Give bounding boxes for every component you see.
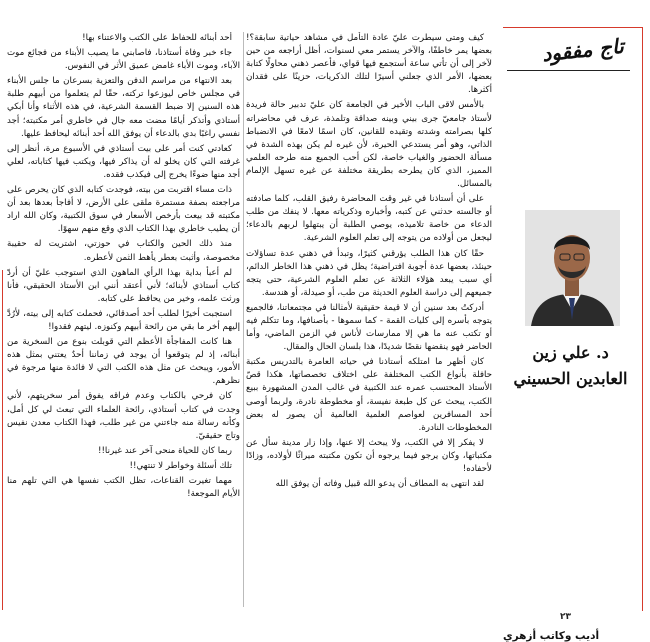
page-tag: ٢٣ — [560, 612, 571, 622]
paragraph: ذات مساء اقتربت من بيته، فوجدت كتابه الذي كان يحرص على مراجعته بصفة مستمرة ملقى على الأرض، لا أفاجأ بعدها بعد أن مكتبته قد بيعت بأرخص الأسعار في سوق الكتبية، وكان الله اراد أن يطيب خاطري بهذا الكتاب الذي وقع منهم سهوًا. — [7, 185, 240, 235]
paragraph: كيف ومتى سيطرت عليّ عادة التأمل في مشاهد حياتية سابقة؟! بعضها يمر خاطفًا، والآخر يستمر معي لسنوات، أظل أراجعه من حين لآخر إلى أن تأتي ساعة أستجمع فيها قواي، فأعصر ذهني محاولًا كتابة بعضها، الأمر الذي جعلني أسيرًا لتلك الذكريات، حزينًا على فقدان أكثرها. — [246, 33, 492, 96]
paragraph: بعد الانتهاء من مراسم الدفن والتعزية بسرعان ما جلس الأبناء في مجلس خاص ليوزعوا تركته، حقًا لم يتعلموا من أبيهم طلبة هذه السنين إلا ضبط القسمة الشرعية، في هذه الأثناء وأنا أبكي أستاذي وأتذكر أيامًا مضت معه جال في خاطري أمر مكتبته؛ أجد نفسي راغبًا بدي بالدعاء أن يوفق الله أحد أبنائه ليحافظ عليها. — [7, 76, 240, 139]
paragraph: كعادتي كنت أمر على بيت أستاذي في الأسبوع مرة، أنظر إلى غرفته التي كان يخلو له أن يذاكر فيها، ويكتب فيها كتاباته، لعلي أجد منها ضوءًا يخرج إلى فيكذب فقده. — [7, 143, 240, 180]
column-divider — [243, 32, 244, 607]
paragraph: حقًا كان هذا الطلب يؤرقني كثيرًا، وتبدأ في ذهني عدة تساؤلات حينئذ، بعضها عدة أجوبة افتراضية؛ يظل في ذهني هذا الخاطر الدائم، أي سبب يبعد هؤلاء الثلاثة عن تعلم العلوم الشرعية، حتى يتجه جميعهم إلى دراسة العلوم الحديثة من طب، أو صيدلة، أو هندسة. — [246, 248, 492, 298]
title-underline — [507, 70, 630, 71]
paragraph: جاء خبر وفاة أستاذنا، فاصابني ما يصيب الأبناء من فجائع موت الآباء، وموت الأباء غامض عميق الأثر في النفوس. — [7, 48, 240, 72]
author-role: أديب وكاتب أزهري — [503, 630, 600, 642]
paragraph: ربما كان للحياة منحى آخر عند غيرنا!! — [97, 445, 232, 456]
article-column-right — [246, 32, 492, 612]
column-frame-right-line — [642, 27, 643, 611]
author-name-line1: د. علي زين — [532, 343, 609, 362]
paragraph: استجبت أخيرًا لطلب أحد أصدقائي، فحملت كتابه إلى بيته، لأرُدَّ إليهم أخر ما بقي من رائحة أبيهم وكنوزه. ليتهم فقدوا! — [7, 308, 240, 332]
author-portrait-icon — [525, 210, 620, 326]
paragraph: تلك أسئلة وخواطر لا تنتهي!! — [129, 460, 232, 471]
column-title: تاج مفقود — [541, 33, 626, 67]
paragraph: كان أظهر ما امتلكه أستاذنا في حياته العامرة بالتدريس مكتبة حافلة بأنواع الكتب المختلفة على اختلاف تخصصاتها، هكذا قصّ الأستاذ المحتسب عمره عند الكتبية في غالب المدن المشهورة ببيع الكتب، يبحث عن كل طبعة نفيسة، أو مخطوطة نادرة، ولربما أوصى أحد المسافرين لعواصم العلمية العالمية أن يصور له بعض المخطوطات النادرة. — [246, 357, 492, 433]
paragraph: على أن أستاذنا في غير وقت المحاضرة رفيق القلب، كلما صادفته أو جالسته حدثني عن كتبه، وأخباره وذكرياته معها. لا ينفك من طلب الدعاء من خاصة تلاميذه، يوصي الطلبة أن يبتهلوا لربهم بالدعاء؛ ليجعل من أولاده من يتوجه إلى تعلم العلوم الشرعية. — [246, 194, 492, 244]
paragraph: لم أعبأ بداية بهذا الرأي الماهون الذي استوجب عليّ أن أردّ كتاب أستاذي لأبنائه؛ لأني أعتقد أنني ابن الأستاذ الحقيقي، فأنا ورثت علمه، وخير من يحافظ على كتابه. — [7, 267, 240, 304]
left-frame-line — [2, 270, 3, 610]
author-photo — [525, 210, 620, 326]
paragraph: منذ ذلك الحين والكتاب في حوزتي، اشتريت له حقيبة مخصوصة، وأثبت بعطر يأهط الثمن لأعطره. — [7, 239, 240, 263]
paragraph: أحد أبنائه للحفاظ على الكتب والاعتناء بها! — [82, 33, 232, 43]
paragraph: مهما تغيرت القناعات، تظل الكتب نفسها هي التي تلهم منا الأيام الموجعة! — [7, 476, 240, 500]
article-column-left — [7, 32, 240, 612]
author-name-line2: العابدين الحسيني — [513, 369, 628, 388]
paragraph: بالأمس لاقى الباب الأخير في الجامعة كان عليّ تدبير حالة فريدة لأستاذ جامعيّ جرى بيني وبينه صداقة وتلمذة، عرف في محاضراته كلها بصرامته وشدته وتقيده للقانين، كان اسمًا لامعًا في الانضباط الذاتي، وهو أمر يستدعي الحيرة، لأن غيره لم يكن بهذه الشدة في مسألة الحضور والغياب خاصة، لكن أحب الجميع منه طرحه العلمي المميز، الذي كان يطرحه بطريقة مختلفة عن غيره تسهل الإلمام بالمسائل. — [246, 100, 492, 190]
paragraph: كان فرحي بالكتاب وعدم فراقه يفوق أمر سخريتهم، لأني وجدت في كتاب أستاذي، رائحة العلماء التي تبعث لي كل أمل، وكأنه رسالة منه جاءتني من غير طلب، فهذا الكتاب معدن نفيس وتاج حقيقيّ. — [7, 391, 240, 441]
paragraph: هنا كانت المفاجأة الأعظم التي قوبلت بنوع من السخرية من أبنائه، إذ لم يتوقعوا أن يوجد في زماننا أحدٌ يعتني بمثل هذه الأمور، ويبحث عن مثل هذه الكتب التي لا فائدة منها مرجوة في نظرهم. — [7, 337, 240, 387]
paragraph: أدركتُ بعد سنين أن لا قيمة حقيقية لأمثالنا في مجتمعاتنا، فالجميع يتوجه بأسره إلى كليات القمة - كما سموها - بأصنافها، وما تتكلم فيه أو تكتب عنه ما هي إلا ممارسات لأناس في الزمن الماضي، وأما الحاضر فهو ينقضها نقضًا شديدًا، هذا بلسان الحال والمقال. — [246, 302, 492, 353]
column-frame-top-line — [503, 27, 643, 28]
author-name — [503, 340, 638, 392]
paragraph: لا يفكر إلا في الكتب، ولا يبحث إلا عنها، وإذا زار مدينة سأل عن مكتباتها، وكان يرجو فيما يرجوه أن تكون مكتبته ميراثًا لأولاده، وزادًا لأحفاده! — [246, 437, 492, 474]
paragraph: لقد انتهى به المطاف أن يدعو الله قبيل وفاته أن يوفق الله — [275, 479, 484, 490]
